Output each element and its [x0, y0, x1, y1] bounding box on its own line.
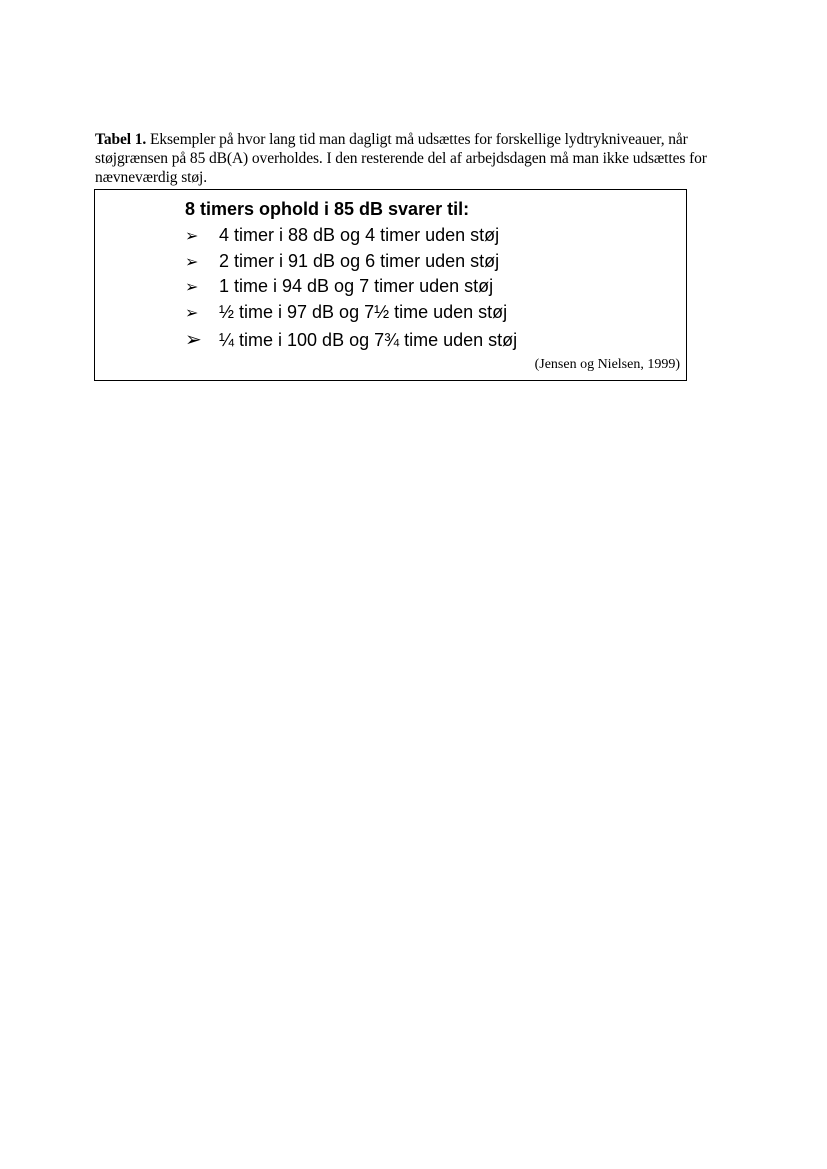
exposure-list	[185, 223, 517, 355]
list-item-text: 1 time i 94 dB og 7 timer uden støj	[219, 276, 494, 296]
list-item	[185, 223, 517, 249]
list-item	[185, 325, 517, 355]
table-caption	[95, 130, 755, 187]
noise-exposure-table	[94, 189, 687, 381]
table-heading: 8 timers ophold i 85 dB svarer til:	[185, 199, 470, 219]
arrow-bullet-icon: ➢	[185, 279, 199, 296]
source-citation: (Jensen og Nielsen, 1999)	[534, 357, 680, 372]
list-item-text: 2 timer i 91 dB og 6 timer uden støj	[219, 250, 500, 271]
arrow-bullet-icon: ➢	[185, 253, 199, 271]
list-item	[185, 300, 517, 326]
list-item-text: 4 timer i 88 dB og 4 timer uden støj	[219, 225, 500, 245]
arrow-bullet-icon: ➢	[185, 304, 199, 322]
list-item-text: ½ time i 97 dB og 7½ time uden støj	[219, 301, 508, 322]
caption-label: Tabel 1.	[95, 131, 147, 148]
arrow-bullet-icon: ➢	[185, 329, 202, 351]
caption-text: Eksempler på hvor lang tid man dagligt må udsættes for forskellige lydtrykniveauer, når støjgrænsen på 85 dB(A) overholdes. I den resterende del af arbejdsdagen må man ikke udsættes for nævneværdig støj.	[95, 131, 707, 186]
list-item	[185, 249, 517, 275]
list-item-text: ¼ time i 100 dB og 7¾ time uden støj	[219, 330, 518, 350]
list-item	[185, 274, 517, 300]
arrow-bullet-icon: ➢	[185, 228, 199, 245]
